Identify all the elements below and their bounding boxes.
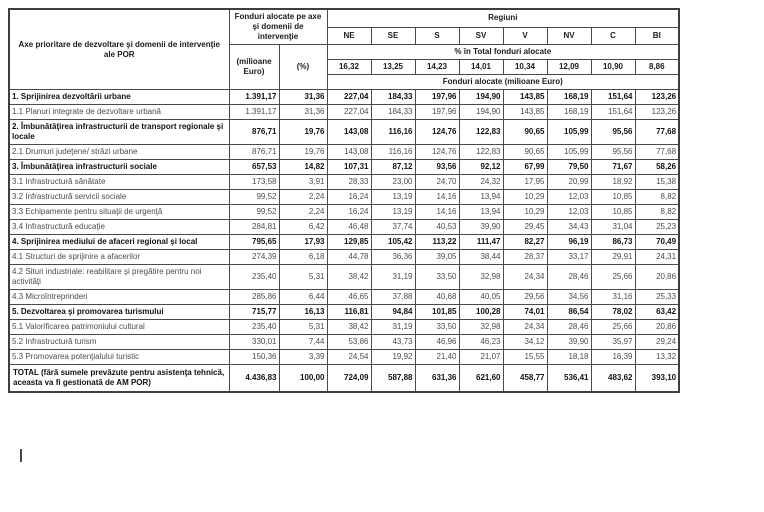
value-cell: 28,33 xyxy=(327,175,371,190)
value-cell: 99,52 xyxy=(229,190,279,205)
value-cell: 105,99 xyxy=(547,120,591,145)
value-cell: 24,31 xyxy=(635,250,679,265)
value-cell: 90,65 xyxy=(503,120,547,145)
value-cell: 16,13 xyxy=(279,305,327,320)
value-cell: 39,90 xyxy=(547,335,591,350)
value-cell: 38,42 xyxy=(327,320,371,335)
region-code: V xyxy=(503,27,547,44)
value-cell: 6,44 xyxy=(279,290,327,305)
value-cell: 2,24 xyxy=(279,190,327,205)
funds-subcol-pct: (%) xyxy=(279,45,327,90)
value-cell: 92,12 xyxy=(459,160,503,175)
region-code: NV xyxy=(547,27,591,44)
value-cell: 25,23 xyxy=(635,220,679,235)
value-cell: 40,05 xyxy=(459,290,503,305)
value-cell: 34,12 xyxy=(503,335,547,350)
value-cell: 46,65 xyxy=(327,290,371,305)
value-cell: 724,09 xyxy=(327,365,371,393)
value-cell: 5,31 xyxy=(279,265,327,290)
value-cell: 18,92 xyxy=(591,175,635,190)
value-cell: 13,19 xyxy=(371,205,415,220)
value-cell: 17,93 xyxy=(279,235,327,250)
value-cell: 116,81 xyxy=(327,305,371,320)
value-cell: 58,26 xyxy=(635,160,679,175)
value-cell: 39,05 xyxy=(415,250,459,265)
axis-column-header: Axe prioritare de dezvoltare şi domenii de intervenţie ale POR xyxy=(9,9,229,90)
region-pct: 10,34 xyxy=(503,60,547,75)
value-cell: 25,66 xyxy=(591,265,635,290)
por-allocation-table xyxy=(8,8,680,393)
table-row xyxy=(9,305,679,320)
value-cell: 96,19 xyxy=(547,235,591,250)
table-row xyxy=(9,90,679,105)
value-cell: 8,82 xyxy=(635,190,679,205)
table-row xyxy=(9,175,679,190)
value-cell: 79,50 xyxy=(547,160,591,175)
value-cell: 90,65 xyxy=(503,145,547,160)
value-cell: 3,39 xyxy=(279,350,327,365)
value-cell: 274,39 xyxy=(229,250,279,265)
value-cell: 31,36 xyxy=(279,90,327,105)
value-cell: 24,32 xyxy=(459,175,503,190)
value-cell: 77,68 xyxy=(635,145,679,160)
value-cell: 173,58 xyxy=(229,175,279,190)
value-cell: 197,96 xyxy=(415,90,459,105)
value-cell: 1.391,17 xyxy=(229,105,279,120)
value-cell: 34,43 xyxy=(547,220,591,235)
value-cell: 123,26 xyxy=(635,105,679,120)
row-label: 3.1 Infrastructură sănătate xyxy=(9,175,229,190)
value-cell: 5,31 xyxy=(279,320,327,335)
value-cell: 111,47 xyxy=(459,235,503,250)
value-cell: 151,64 xyxy=(591,105,635,120)
value-cell: 28,46 xyxy=(547,320,591,335)
value-cell: 38,42 xyxy=(327,265,371,290)
row-label: 4.2 Situri industriale: reabilitare şi pregătire pentru noi activităţi xyxy=(9,265,229,290)
value-cell: 24,54 xyxy=(327,350,371,365)
table-row xyxy=(9,290,679,305)
region-pct: 8,86 xyxy=(635,60,679,75)
value-cell: 86,54 xyxy=(547,305,591,320)
region-pct: 14,01 xyxy=(459,60,503,75)
value-cell: 4.436,83 xyxy=(229,365,279,393)
value-cell: 31,04 xyxy=(591,220,635,235)
value-cell: 13,94 xyxy=(459,205,503,220)
value-cell: 10,29 xyxy=(503,190,547,205)
value-cell: 19,76 xyxy=(279,120,327,145)
value-cell: 101,85 xyxy=(415,305,459,320)
region-code: NE xyxy=(327,27,371,44)
value-cell: 23,00 xyxy=(371,175,415,190)
value-cell: 21,40 xyxy=(415,350,459,365)
value-cell: 33,50 xyxy=(415,265,459,290)
value-cell: 168,19 xyxy=(547,105,591,120)
value-cell: 13,19 xyxy=(371,190,415,205)
value-cell: 536,41 xyxy=(547,365,591,393)
value-cell: 105,42 xyxy=(371,235,415,250)
row-label: 3.3 Echipamente pentru situaţii de urgenţă xyxy=(9,205,229,220)
region-code: SV xyxy=(459,27,503,44)
value-cell: 6,42 xyxy=(279,220,327,235)
value-cell: 13,94 xyxy=(459,190,503,205)
value-cell: 21,07 xyxy=(459,350,503,365)
value-cell: 795,65 xyxy=(229,235,279,250)
value-cell: 124,76 xyxy=(415,120,459,145)
table-header xyxy=(9,9,679,90)
value-cell: 123,26 xyxy=(635,90,679,105)
value-cell: 122,83 xyxy=(459,120,503,145)
value-cell: 25,66 xyxy=(591,320,635,335)
value-cell: 94,84 xyxy=(371,305,415,320)
value-cell: 16,24 xyxy=(327,205,371,220)
value-cell: 37,74 xyxy=(371,220,415,235)
value-cell: 28,46 xyxy=(547,265,591,290)
value-cell: 40,53 xyxy=(415,220,459,235)
table-row xyxy=(9,335,679,350)
value-cell: 93,56 xyxy=(415,160,459,175)
value-cell: 122,83 xyxy=(459,145,503,160)
value-cell: 67,99 xyxy=(503,160,547,175)
value-cell: 10,29 xyxy=(503,205,547,220)
value-cell: 631,36 xyxy=(415,365,459,393)
row-label: 3.2 Infrastructură servicii sociale xyxy=(9,190,229,205)
table-row xyxy=(9,145,679,160)
row-label: 4.1 Structuri de sprijinire a afacerilor xyxy=(9,250,229,265)
value-cell: 33,50 xyxy=(415,320,459,335)
value-cell: 14,16 xyxy=(415,205,459,220)
pct-total-header: % în Total fonduri alocate xyxy=(327,45,679,60)
value-cell: 105,99 xyxy=(547,145,591,160)
table-row xyxy=(9,350,679,365)
value-cell: 876,71 xyxy=(229,120,279,145)
value-cell: 124,76 xyxy=(415,145,459,160)
row-label: 1. Sprijinirea dezvoltării urbane xyxy=(9,90,229,105)
value-cell: 33,17 xyxy=(547,250,591,265)
row-label: 4.3 Microîntreprinderi xyxy=(9,290,229,305)
row-label: 2. Îmbunătăţirea infrastructurii de transport regionale şi locale xyxy=(9,120,229,145)
regions-header: Regiuni xyxy=(327,9,679,27)
region-code: SE xyxy=(371,27,415,44)
value-cell: 15,55 xyxy=(503,350,547,365)
table-row xyxy=(9,205,679,220)
value-cell: 46,23 xyxy=(459,335,503,350)
table-row xyxy=(9,160,679,175)
value-cell: 715,77 xyxy=(229,305,279,320)
value-cell: 285,86 xyxy=(229,290,279,305)
value-cell: 36,36 xyxy=(371,250,415,265)
value-cell: 100,28 xyxy=(459,305,503,320)
value-cell: 657,53 xyxy=(229,160,279,175)
value-cell: 87,12 xyxy=(371,160,415,175)
value-cell: 184,33 xyxy=(371,105,415,120)
value-cell: 24,70 xyxy=(415,175,459,190)
row-label: 2.1 Drumuri judeţene/ străzi urbane xyxy=(9,145,229,160)
value-cell: 129,85 xyxy=(327,235,371,250)
table-body xyxy=(9,90,679,393)
table-row xyxy=(9,120,679,145)
value-cell: 29,24 xyxy=(635,335,679,350)
table-row xyxy=(9,250,679,265)
region-pct: 13,25 xyxy=(371,60,415,75)
region-code: C xyxy=(591,27,635,44)
value-cell: 77,68 xyxy=(635,120,679,145)
value-cell: 14,82 xyxy=(279,160,327,175)
value-cell: 95,56 xyxy=(591,145,635,160)
value-cell: 35,97 xyxy=(591,335,635,350)
value-cell: 10,85 xyxy=(591,190,635,205)
value-cell: 330,01 xyxy=(229,335,279,350)
region-pct: 12,09 xyxy=(547,60,591,75)
value-cell: 86,73 xyxy=(591,235,635,250)
value-cell: 235,40 xyxy=(229,320,279,335)
value-cell: 43,73 xyxy=(371,335,415,350)
value-cell: 143,08 xyxy=(327,145,371,160)
value-cell: 31,36 xyxy=(279,105,327,120)
value-cell: 143,85 xyxy=(503,90,547,105)
value-cell: 6,18 xyxy=(279,250,327,265)
value-cell: 143,85 xyxy=(503,105,547,120)
value-cell: 17,95 xyxy=(503,175,547,190)
region-code: S xyxy=(415,27,459,44)
value-cell: 2,24 xyxy=(279,205,327,220)
value-cell: 194,90 xyxy=(459,105,503,120)
value-cell: 16,39 xyxy=(591,350,635,365)
value-cell: 3,91 xyxy=(279,175,327,190)
value-cell: 227,04 xyxy=(327,90,371,105)
value-cell: 39,90 xyxy=(459,220,503,235)
value-cell: 235,40 xyxy=(229,265,279,290)
value-cell: 34,56 xyxy=(547,290,591,305)
value-cell: 8,82 xyxy=(635,205,679,220)
value-cell: 70,49 xyxy=(635,235,679,250)
value-cell: 37,88 xyxy=(371,290,415,305)
row-label: 5.2 Infrastructură turism xyxy=(9,335,229,350)
value-cell: 99,52 xyxy=(229,205,279,220)
value-cell: 20,86 xyxy=(635,265,679,290)
value-cell: 25,33 xyxy=(635,290,679,305)
value-cell: 71,67 xyxy=(591,160,635,175)
table-row xyxy=(9,320,679,335)
funds-alloc-header: Fonduri alocate (milioane Euro) xyxy=(327,75,679,90)
row-label: 1.1 Planuri integrate de dezvoltare urbană xyxy=(9,105,229,120)
value-cell: 14,16 xyxy=(415,190,459,205)
value-cell: 393,10 xyxy=(635,365,679,393)
value-cell: 116,16 xyxy=(371,145,415,160)
total-row xyxy=(9,365,679,393)
value-cell: 151,64 xyxy=(591,90,635,105)
value-cell: 31,19 xyxy=(371,320,415,335)
row-label: 4. Sprijinirea mediului de afaceri regional şi local xyxy=(9,235,229,250)
value-cell: 40,68 xyxy=(415,290,459,305)
row-label: 3.4 Infrastructură educaţie xyxy=(9,220,229,235)
value-cell: 587,88 xyxy=(371,365,415,393)
table-row xyxy=(9,265,679,290)
value-cell: 46,96 xyxy=(415,335,459,350)
value-cell: 46,48 xyxy=(327,220,371,235)
value-cell: 227,04 xyxy=(327,105,371,120)
value-cell: 16,24 xyxy=(327,190,371,205)
value-cell: 876,71 xyxy=(229,145,279,160)
value-cell: 20,86 xyxy=(635,320,679,335)
value-cell: 82,27 xyxy=(503,235,547,250)
value-cell: 29,45 xyxy=(503,220,547,235)
row-label: 3. Îmbunătăţirea infrastructurii sociale xyxy=(9,160,229,175)
value-cell: 150,36 xyxy=(229,350,279,365)
value-cell: 31,16 xyxy=(591,290,635,305)
value-cell: 168,19 xyxy=(547,90,591,105)
value-cell: 107,31 xyxy=(327,160,371,175)
value-cell: 63,42 xyxy=(635,305,679,320)
value-cell: 13,32 xyxy=(635,350,679,365)
value-cell: 24,34 xyxy=(503,265,547,290)
row-label: 5.3 Promovarea potenţialului turistic xyxy=(9,350,229,365)
value-cell: 53,86 xyxy=(327,335,371,350)
value-cell: 19,76 xyxy=(279,145,327,160)
region-pct: 14,23 xyxy=(415,60,459,75)
value-cell: 15,38 xyxy=(635,175,679,190)
value-cell: 19,92 xyxy=(371,350,415,365)
table-row xyxy=(9,190,679,205)
funds-group-header: Fonduri alocate pe axe şi domenii de intervenţie xyxy=(229,9,327,45)
value-cell: 12,03 xyxy=(547,190,591,205)
value-cell: 95,56 xyxy=(591,120,635,145)
value-cell: 31,19 xyxy=(371,265,415,290)
row-label: TOTAL (fără sumele prevăzute pentru asistenţa tehnică, aceasta va fi gestionată de AM POR) xyxy=(9,365,229,393)
value-cell: 20,99 xyxy=(547,175,591,190)
value-cell: 74,01 xyxy=(503,305,547,320)
funds-subcol-euro: (milioane Euro) xyxy=(229,45,279,90)
value-cell: 38,44 xyxy=(459,250,503,265)
value-cell: 116,16 xyxy=(371,120,415,145)
region-pct: 10,90 xyxy=(591,60,635,75)
value-cell: 29,56 xyxy=(503,290,547,305)
value-cell: 621,60 xyxy=(459,365,503,393)
row-label: 5. Dezvoltarea şi promovarea turismului xyxy=(9,305,229,320)
value-cell: 197,96 xyxy=(415,105,459,120)
value-cell: 12,03 xyxy=(547,205,591,220)
value-cell: 32,98 xyxy=(459,320,503,335)
value-cell: 113,22 xyxy=(415,235,459,250)
value-cell: 28,37 xyxy=(503,250,547,265)
table-row xyxy=(9,220,679,235)
value-cell: 24,34 xyxy=(503,320,547,335)
value-cell: 10,85 xyxy=(591,205,635,220)
value-cell: 284,81 xyxy=(229,220,279,235)
value-cell: 7,44 xyxy=(279,335,327,350)
value-cell: 18,18 xyxy=(547,350,591,365)
value-cell: 44,78 xyxy=(327,250,371,265)
value-cell: 78,02 xyxy=(591,305,635,320)
value-cell: 29,91 xyxy=(591,250,635,265)
value-cell: 1.391,17 xyxy=(229,90,279,105)
value-cell: 458,77 xyxy=(503,365,547,393)
value-cell: 32,98 xyxy=(459,265,503,290)
value-cell: 100,00 xyxy=(279,365,327,393)
value-cell: 194,90 xyxy=(459,90,503,105)
stray-cursor-mark: | xyxy=(19,446,23,462)
row-label: 5.1 Valorificarea patrimoniului cultural xyxy=(9,320,229,335)
table-row xyxy=(9,105,679,120)
region-pct: 16,32 xyxy=(327,60,371,75)
table-row xyxy=(9,235,679,250)
region-code: BI xyxy=(635,27,679,44)
value-cell: 184,33 xyxy=(371,90,415,105)
value-cell: 483,62 xyxy=(591,365,635,393)
value-cell: 143,08 xyxy=(327,120,371,145)
